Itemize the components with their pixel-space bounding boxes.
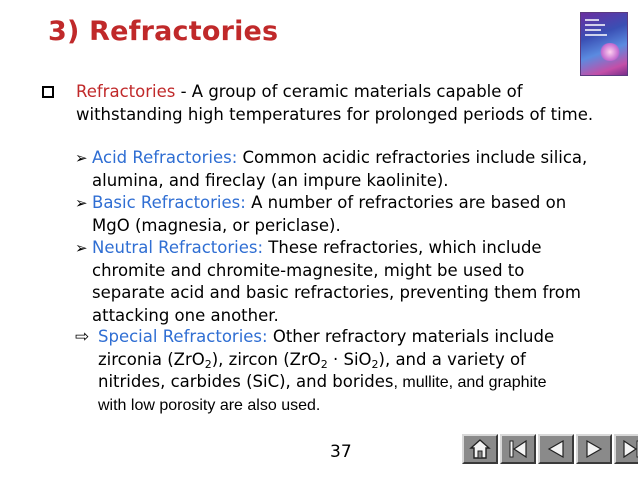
cover-line bbox=[585, 29, 601, 31]
zirconia-text: zirconia (ZrO bbox=[98, 349, 205, 369]
basic-text: A number of refractories are based on MgO (magnesia, or periclase). bbox=[92, 193, 567, 235]
navigation-bar bbox=[462, 434, 638, 464]
triangle-right-icon bbox=[583, 438, 605, 460]
hollow-arrow-icon: ⇨ bbox=[75, 327, 90, 347]
special-bullet bbox=[98, 326, 598, 417]
special-line-1 bbox=[98, 326, 598, 349]
special-line2-rest: ), and a variety of bbox=[378, 349, 526, 369]
neutral-text: These refractories, which include chromite and chromite-magnesite, might be used to separate acid and basic refractories, preventing them from attacking one another. bbox=[92, 238, 581, 325]
basic-term: Basic Refractories: bbox=[92, 193, 246, 212]
page-number: 37 bbox=[330, 442, 352, 462]
subscript: 2 bbox=[204, 357, 212, 371]
arrowhead-bullet-icon: ➢ bbox=[75, 194, 88, 212]
acid-text: Common acidic refractories include silica, alumina, and fireclay (an impure kaolinite). bbox=[92, 148, 588, 190]
intro-bullet bbox=[76, 81, 596, 126]
acid-term: Acid Refractories: bbox=[92, 148, 238, 167]
home-icon bbox=[469, 438, 491, 460]
intro-definition: - A group of ceramic materials capable of withstanding high temperatures for prolonged periods of time. bbox=[76, 82, 594, 124]
special-line-2 bbox=[98, 349, 598, 372]
skip-back-icon bbox=[507, 438, 529, 460]
first-slide-button[interactable] bbox=[500, 434, 536, 464]
silica-text: · SiO bbox=[327, 349, 372, 369]
previous-slide-button[interactable] bbox=[538, 434, 574, 464]
book-cover-image bbox=[580, 12, 628, 76]
zircon-text: ), zircon (ZrO bbox=[211, 349, 321, 369]
cover-graphic bbox=[599, 43, 621, 61]
special-line3b: , mullite, and graphite bbox=[393, 374, 547, 391]
basic-bullet bbox=[92, 192, 592, 237]
triangle-left-icon bbox=[545, 438, 567, 460]
next-slide-button[interactable] bbox=[576, 434, 612, 464]
neutral-term: Neutral Refractories: bbox=[92, 238, 264, 257]
home-button[interactable] bbox=[462, 434, 498, 464]
arrowhead-bullet-icon: ➢ bbox=[75, 149, 88, 167]
subscript: 2 bbox=[320, 357, 328, 371]
special-line-4: with low porosity are also used. bbox=[98, 396, 321, 414]
special-line3a: nitrides, carbides (SiC), and borides bbox=[98, 372, 394, 391]
special-term: Special Refractories: bbox=[98, 327, 268, 346]
slide-title: 3) Refractories bbox=[48, 16, 279, 47]
cover-line bbox=[585, 34, 607, 36]
skip-forward-icon bbox=[621, 438, 638, 460]
cover-line bbox=[585, 24, 605, 26]
subscript: 2 bbox=[371, 357, 379, 371]
special-line1-rest: Other refractory materials include bbox=[267, 327, 555, 346]
neutral-bullet bbox=[92, 237, 592, 327]
special-line-3 bbox=[98, 371, 598, 395]
intro-term: Refractories bbox=[76, 82, 176, 101]
cover-line bbox=[585, 19, 599, 21]
last-slide-button[interactable] bbox=[614, 434, 638, 464]
arrowhead-bullet-icon: ➢ bbox=[75, 239, 88, 257]
square-bullet-icon bbox=[42, 86, 54, 98]
acid-bullet bbox=[92, 147, 592, 192]
